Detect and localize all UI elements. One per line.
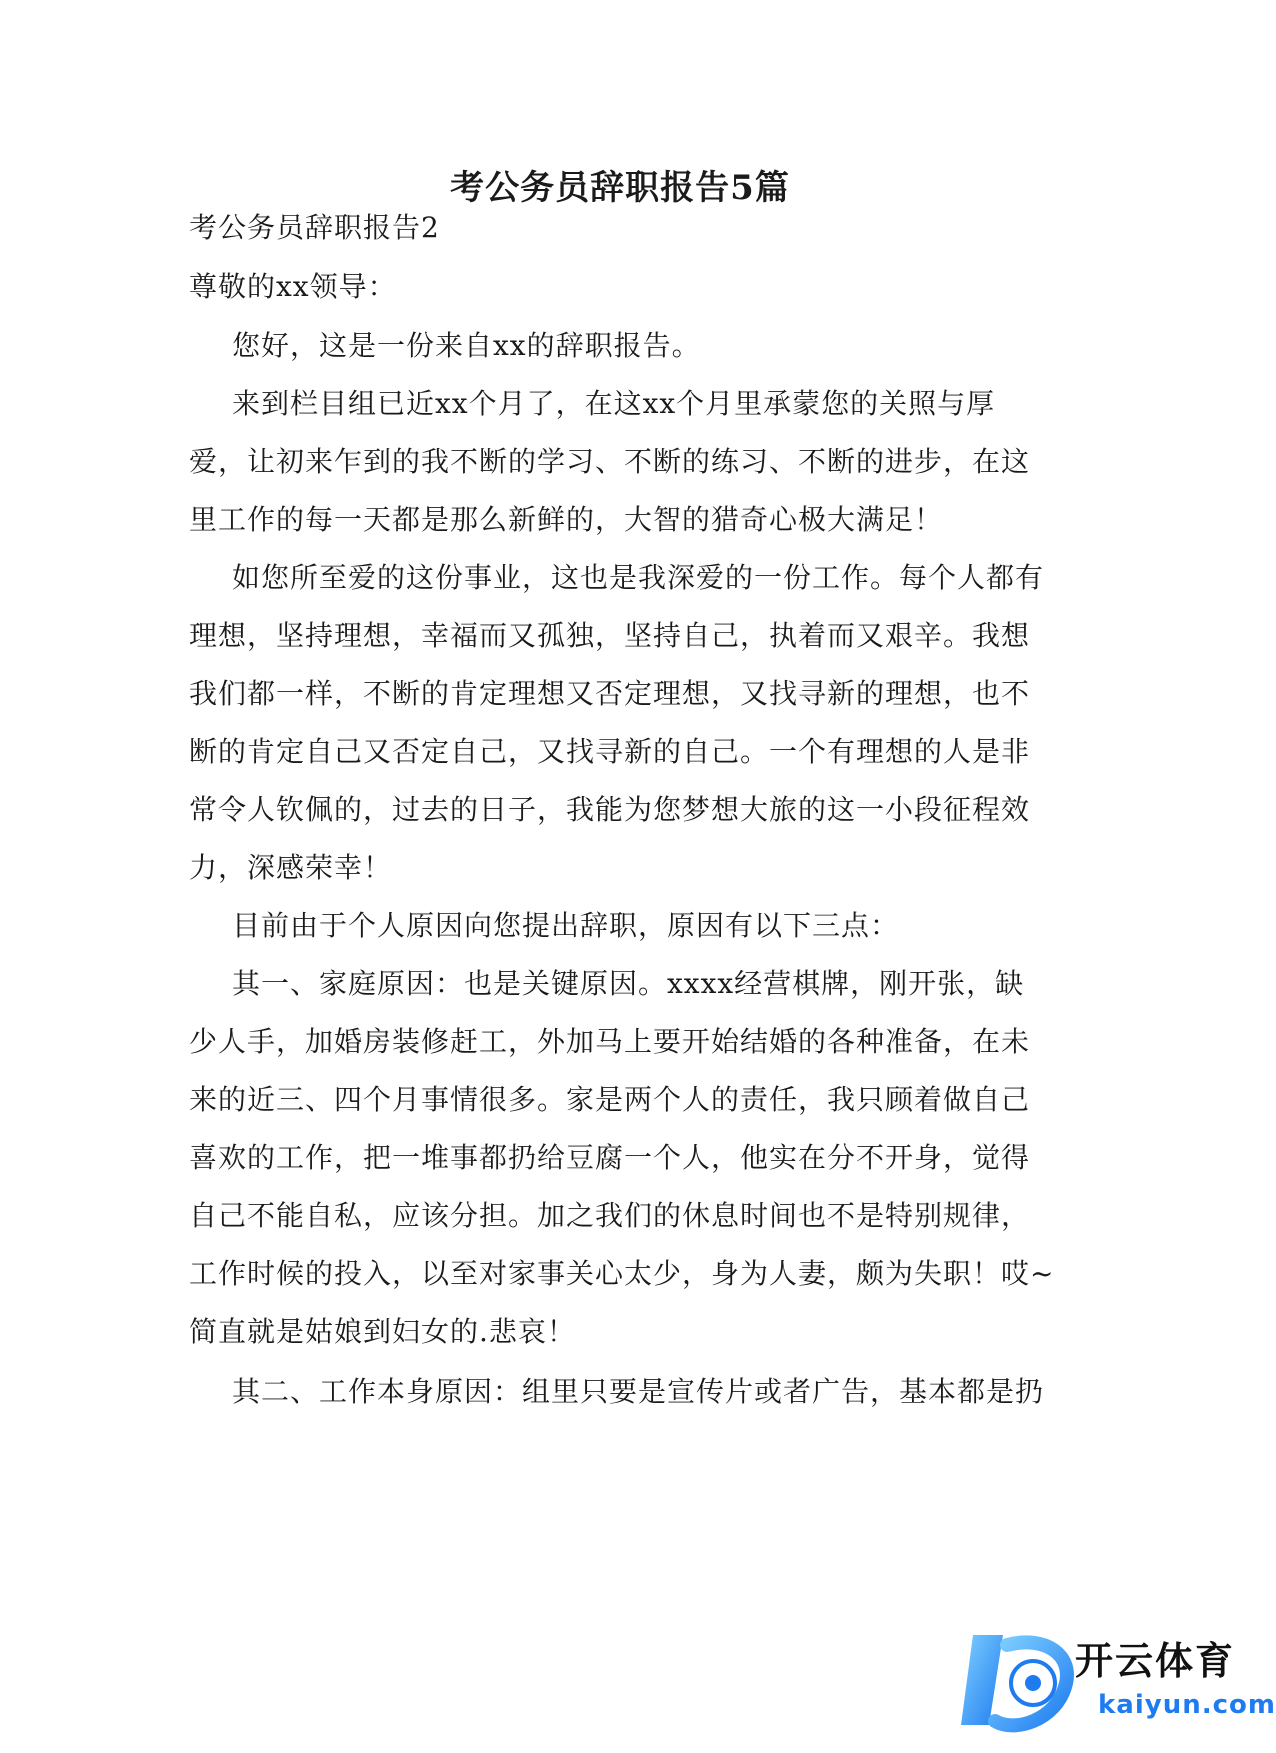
paragraph-line: 理想，坚持理想，幸福而又孤独，坚持自己，执着而又艰辛。我想	[189, 619, 1031, 652]
paragraph-line: 来到栏目组已近xx个月了，在这xx个月里承蒙您的关照与厚	[232, 387, 996, 420]
paragraph-line: 您好，这是一份来自xx的辞职报告。	[232, 329, 701, 362]
paragraph-line: 目前由于个人原因向您提出辞职，原因有以下三点：	[232, 909, 900, 942]
salutation: 尊敬的xx领导：	[189, 270, 397, 303]
paragraph-line: 常令人钦佩的，过去的日子，我能为您梦想大旅的这一小段征程效	[189, 793, 1031, 826]
paragraph-line: 少人手，加婚房装修赶工，外加马上要开始结婚的各种准备，在未	[189, 1025, 1031, 1058]
paragraph-line: 简直就是姑娘到妇女的.悲哀！	[189, 1315, 576, 1348]
section-heading: 考公务员辞职报告2	[189, 211, 440, 244]
paragraph-line: 断的肯定自己又否定自己，又找寻新的自己。一个有理想的人是非	[189, 735, 1031, 768]
paragraph-line: 来的近三、四个月事情很多。家是两个人的责任，我只顾着做自己	[189, 1083, 1031, 1116]
paragraph-line: 其一、家庭原因：也是关键原因。xxxx经营棋牌，刚开张，缺	[232, 967, 1025, 1000]
paragraph-line: 喜欢的工作，把一堆事都扔给豆腐一个人，他实在分不开身，觉得	[189, 1141, 1031, 1174]
paragraph-line: 力，深感荣幸！	[189, 851, 393, 884]
watermark-domain: kaiyun.com	[1098, 1690, 1276, 1720]
paragraph-line: 如您所至爱的这份事业，这也是我深爱的一份工作。每个人都有	[232, 561, 1045, 594]
paragraph-line: 里工作的每一天都是那么新鲜的，大智的猎奇心极大满足！	[189, 503, 944, 536]
paragraph-line: 自己不能自私，应该分担。加之我们的休息时间也不是特别规律，	[189, 1199, 1031, 1232]
document-title: 考公务员辞职报告5篇	[450, 168, 790, 208]
paragraph-line: 我们都一样，不断的肯定理想又否定理想，又找寻新的理想，也不	[189, 677, 1031, 710]
watermark-brand-name: 开云体育	[1075, 1639, 1236, 1683]
paragraph-line: 其二、工作本身原因：组里只要是宣传片或者广告，基本都是扔	[232, 1375, 1045, 1408]
paragraph-line: 爱，让初来乍到的我不断的学习、不断的练习、不断的进步，在这	[189, 445, 1031, 478]
paragraph-line: 工作时候的投入，以至对家事关心太少，身为人妻，颇为失职！哎~	[189, 1257, 1055, 1290]
